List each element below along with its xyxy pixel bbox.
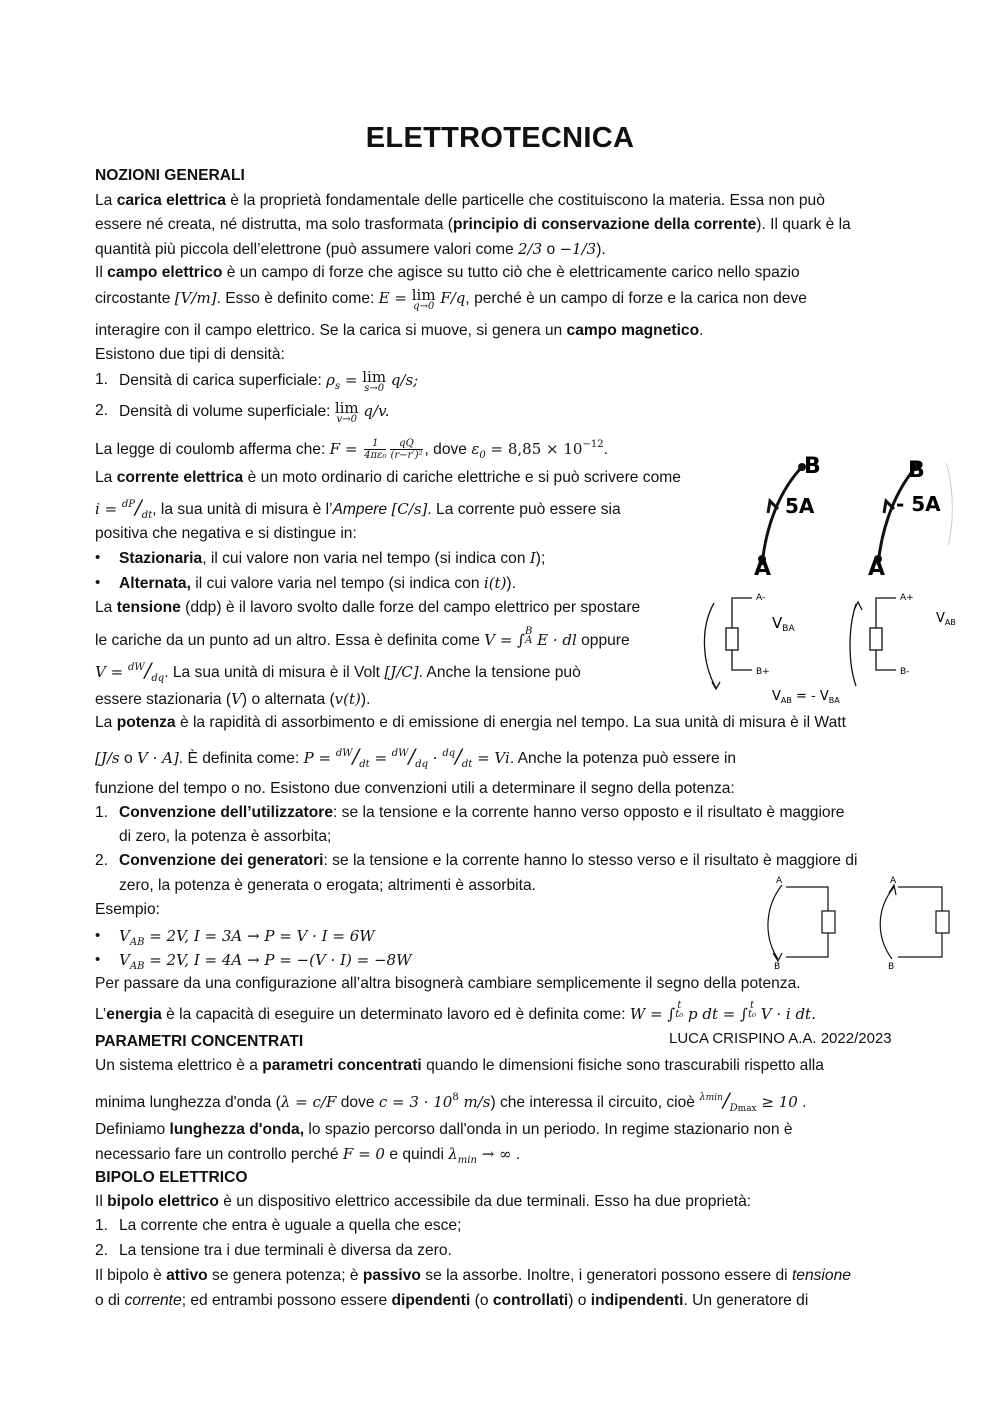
paragraph-line: La carica elettrica è la proprietà fondamentale delle particelle che costituiscono la materia. Essa non può — [95, 192, 825, 209]
voltage-relation-label: $V_{AB}$ = - $V_{BA}$ — [772, 689, 840, 705]
list-item-continuation: zero, la potenza è generata o erogata; altrimenti è assorbita. — [119, 877, 536, 894]
paragraph-line: La corrente elettrica è un moto ordinario di cariche elettriche e si può scrivere come — [95, 469, 681, 486]
paragraph-line: La tensione (ddp) è il lavoro svolto dalle forze del campo elettrico per spostare — [95, 599, 641, 616]
paragraph-line: Esistono due tipi di densità: — [95, 346, 285, 363]
paragraph-line: quantità più piccola dell’elettrone (può assumere valori come 2/3 o −1/3). — [95, 240, 606, 258]
resistor-icon — [822, 911, 835, 933]
paragraph-line: positiva che negativa e si distingue in: — [95, 525, 357, 542]
paragraph-line: essere né creata, né distrutta, ma solo trasformata (principio di conservazione della corrente). Il quark è la — [95, 216, 851, 233]
node-label-a: A — [868, 556, 886, 575]
list-item: Densità di carica superficiale: $\rho_s = \lim$ s→0 q/s; — [119, 368, 419, 394]
paragraph-line: minima lunghezza d'onda (λ = c/F dove $c = 3 \cdot 10^8$ m/s) che interessa il circuito, cioè $^{\lambda min}/_{Dmax} \ge 10$ . — [95, 1088, 807, 1114]
bullet-icon: • — [95, 549, 101, 566]
list-item: Convenzione dell’utilizzatore: se la tensione e la corrente hanno verso opposto e il risultato è maggiore — [119, 804, 845, 821]
list-number: 2. — [95, 1242, 109, 1259]
voltage-convention-figure — [700, 588, 970, 708]
section-heading-nozioni: NOZIONI GENERALI — [95, 167, 245, 184]
paragraph-line: Per passare da una configurazione all’altra bisognerà cambiare semplicemente il segno della potenza. — [95, 975, 801, 992]
bullet-icon: • — [95, 574, 101, 591]
page-title: ELETTROTECNICA — [365, 122, 635, 154]
paragraph-line: $V = ^{dW}/_{dq}$. La sua unità di misura è il Volt [J/C]. Anche la tensione può — [95, 658, 581, 684]
list-item: Convenzione dei generatori: se la tensione e la corrente hanno lo stesso verso e il risultato è maggiore di — [119, 852, 858, 869]
paragraph-line: Definiamo lunghezza d'onda, lo spazio percorso dall'onda in un periodo. In regime stazionario non è — [95, 1121, 793, 1138]
paragraph-line: Il bipolo è attivo se genera potenza; è passivo se la assorbe. Inoltre, i generatori possono essere di tensione — [95, 1267, 851, 1284]
paragraph-line: o di corrente; ed entrambi possono essere dipendenti (o controllati) o indipendenti. Un generatore di — [95, 1292, 809, 1309]
list-item: Densità di volume superficiale: lim v→0 q/v. — [119, 399, 390, 425]
paragraph-line: La legge di coulomb afferma che: $F = \frac{1}{\text{4πε₀}}$ $\frac{qQ}{\text{(r−r′)²}}$ , dove $\varepsilon_0 = 8,85 \times 10^{-12}$. — [95, 438, 608, 462]
paragraph-line: Il campo elettrico è un campo di forze che agisce su tutto ciò che è elettricamente carico nello spazio — [95, 264, 800, 281]
list-item-continuation: di zero, la potenza è assorbita; — [119, 828, 332, 845]
terminal-label: B- — [900, 667, 910, 677]
paragraph-line: Il bipolo elettrico è un dispositivo elettrico accessibile da due terminali. Esso ha due proprietà: — [95, 1193, 752, 1210]
bullet-icon: • — [95, 951, 101, 968]
resistor-icon — [726, 628, 738, 650]
list-number: 2. — [95, 402, 109, 419]
paragraph-line: $i = ^{dP}/_{dt}$, la sua unità di misura è l’Ampere [C/s]. La corrente può essere sia — [95, 495, 621, 521]
paragraph-line: necessario fare un controllo perché F = 0 e quindi $\lambda_{min}$ → ∞ . — [95, 1145, 521, 1166]
paragraph-line: [J/s o V · A]. È definita come: $P = ^{dW}/_{dt} = ^{dW}/_{dq} \cdot ^{dq}/_{dt} = Vi$. Anche la potenza può essere in — [95, 744, 737, 770]
footer-text: LUCA CRISPINO A.A. 2022/2023 — [669, 1030, 892, 1047]
paragraph-line: L’energia è la capacità di eseguire un determinato lavoro ed è definita come: W = ∫ t t₀ p dt = ∫ t t₀ V · i dt. — [95, 1000, 816, 1023]
arrow-head-icon — [889, 885, 896, 895]
terminal-label: B — [774, 962, 781, 972]
paragraph-line: essere stazionaria (V) o alternata (v(t)). — [95, 690, 371, 708]
current-label: 5A — [785, 494, 815, 518]
paragraph-line: Esempio: — [95, 901, 161, 918]
resistor-icon — [936, 911, 949, 933]
current-label: - 5A — [896, 492, 941, 516]
arrow-head-icon — [773, 953, 782, 961]
list-number: 1. — [95, 371, 109, 388]
voltage-label: $V_{BA}$ — [772, 614, 795, 634]
list-number: 2. — [95, 852, 109, 869]
terminal-label: A- — [756, 593, 766, 603]
node-label-b: B — [804, 455, 821, 479]
power-convention-figure — [760, 873, 965, 973]
list-item: $V_{AB} = 2V$, I = 4A → P = −(V · I) = −8W — [119, 951, 412, 972]
terminal-label: A — [890, 876, 897, 886]
list-number: 1. — [95, 804, 109, 821]
paragraph-line: le cariche da un punto ad un altro. Essa è definita come V = ∫ B A E · dl oppure — [95, 626, 630, 649]
paragraph-line: Un sistema elettrico è a parametri concentrati quando le dimensioni fisiche sono trascurabili rispetto alla — [95, 1057, 824, 1074]
arrow-head-icon — [712, 682, 720, 689]
list-item: $V_{AB} = 2V$, I = 3A → P = V · I = 6W — [119, 927, 375, 948]
paragraph-line: funzione del tempo o no. Esistono due convenzioni utili a determinare il segno della potenza: — [95, 780, 735, 797]
node-label-b: B — [908, 458, 925, 483]
terminal-label: B — [888, 962, 895, 972]
paragraph-line: circostante [V/m]. Esso è definito come: E = lim q→0 F/q, perché è un campo di forze e la carica non deve — [95, 286, 807, 312]
resistor-icon — [870, 628, 882, 650]
terminal-label: B+ — [756, 667, 770, 677]
current-direction-figure — [740, 455, 960, 575]
voltage-label: $V_{AB}$ — [936, 611, 956, 627]
section-heading-bipolo: BIPOLO ELETTRICO — [95, 1169, 248, 1186]
paragraph-line: interagire con il campo elettrico. Se la carica si muove, si genera un campo magnetico. — [95, 322, 704, 339]
list-item: La corrente che entra è uguale a quella che esce; — [119, 1217, 462, 1234]
section-heading-parametri: PARAMETRI CONCENTRATI — [95, 1033, 304, 1050]
bullet-icon: • — [95, 927, 101, 944]
arrow-head-icon — [768, 501, 778, 513]
list-item: Alternata, il cui valore varia nel tempo (si indica con i(t)). — [119, 574, 516, 592]
paragraph-line: La potenza è la rapidità di assorbimento e di emissione di energia nel tempo. La sua unità di misura è il Watt — [95, 714, 846, 731]
terminal-label: A+ — [900, 593, 914, 603]
list-item: La tensione tra i due terminali è diversa da zero. — [119, 1242, 452, 1259]
node-label-a: A — [754, 556, 772, 575]
list-number: 1. — [95, 1217, 109, 1234]
terminal-label: A — [776, 876, 783, 886]
list-item: Stazionaria, il cui valore non varia nel tempo (si indica con I); — [119, 549, 546, 567]
